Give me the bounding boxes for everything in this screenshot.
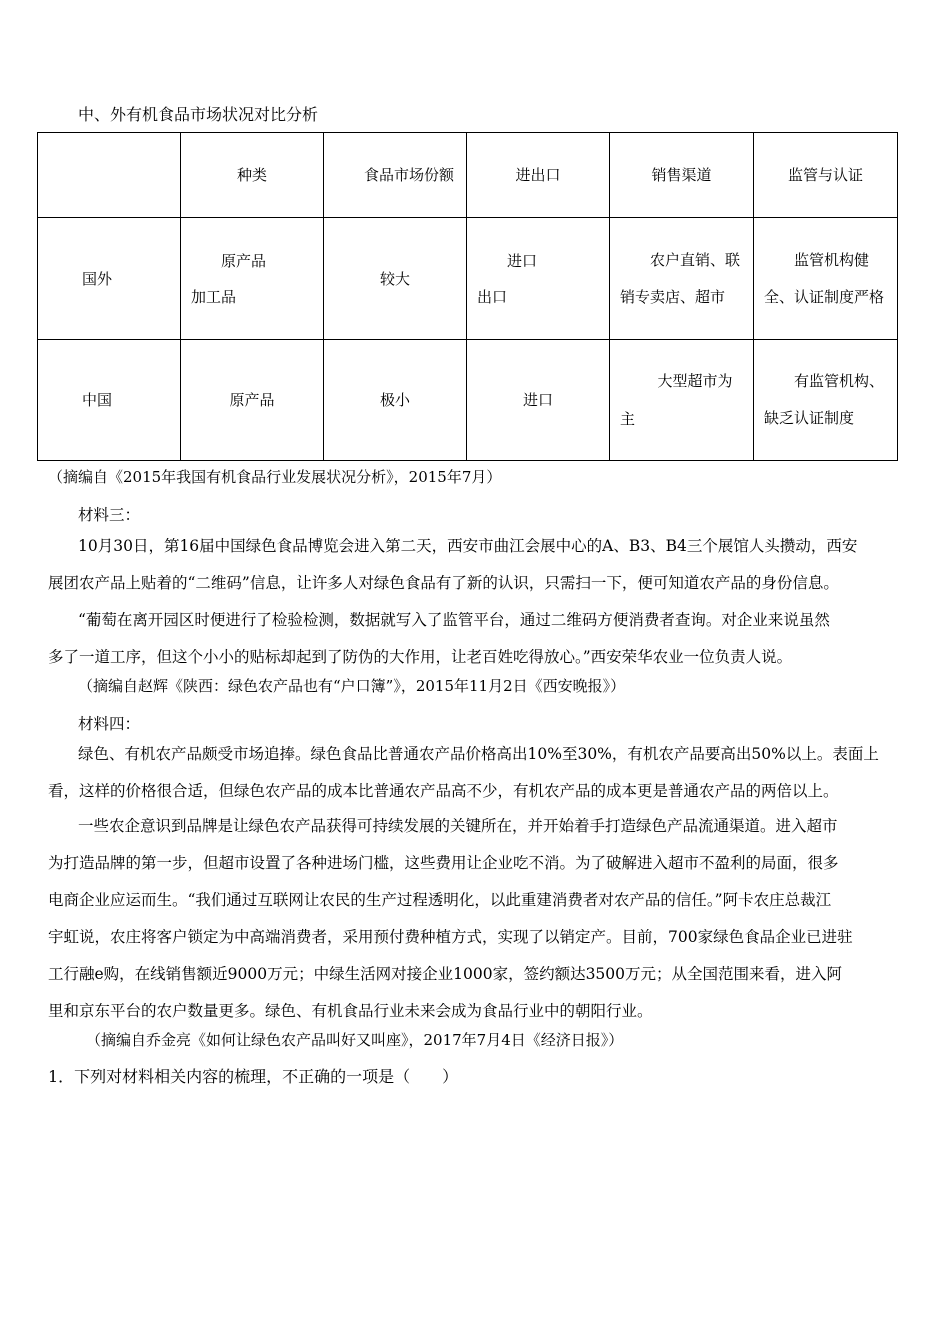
row-share: 极小	[379, 391, 410, 409]
table-title: 中、外有机食品市场状况对比分析	[78, 105, 319, 124]
row-trade-line: 进口	[522, 391, 553, 409]
material4-source: （摘编自乔金亮《如何让绿色农产品叫好又叫座》，2017年7月4日《经济日报》）	[86, 1031, 624, 1049]
header-empty	[38, 133, 181, 218]
material3-label: 材料三：	[78, 506, 141, 524]
header-channel: 销售渠道	[651, 166, 712, 184]
header-trade: 进出口	[515, 166, 561, 184]
paragraph-line: 工行融e购，在线销售额近9000万元；中绿生活网对接企业1000家，签约额达3500万元；从全国范围来看，进入阿	[48, 965, 843, 983]
paragraph-line: 多了一道工序，但这个小小的贴标却起到了防伪的大作用，让老百姓吃得放心。”西安荣华农业一位负责人说。	[48, 648, 793, 666]
header-category: 种类	[236, 166, 267, 184]
paragraph-line: 电商企业应运而生。“我们通过互联网让农民的生产过程透明化，以此重建消费者对农产品的信任。”阿卡农庄总裁江	[48, 891, 832, 909]
paragraph-line: 为打造品牌的第一步，但超市设置了各种进场门槛，这些费用让企业吃不消。为了破解进入超市不盈利的局面，很多	[48, 854, 839, 872]
paragraph-line: 一些农企意识到品牌是让绿色农产品获得可持续发展的关键所在，并开始着手打造绿色产品流通渠道。进入超市	[78, 817, 838, 835]
material3-paragraph-2	[48, 602, 908, 676]
row-channel: 农户直销、联销专卖店、超市	[620, 250, 741, 306]
row-category-line: 原产品	[221, 251, 267, 270]
paragraph-line: 绿色、有机农产品颇受市场追捧。绿色食品比普通农产品价格高出10%至30%，有机农产品要高出50%以上。表面上	[78, 745, 879, 763]
material3-paragraph-1	[48, 528, 908, 602]
paragraph-line: 10月30日，第16届中国绿色食品博览会进入第二天，西安市曲江会展中心的A、B3、B4三个展馆人头攒动，西安	[78, 537, 858, 555]
row-category-line: 原产品	[229, 391, 275, 409]
row-regulation: 有监管机构、缺乏认证制度	[764, 372, 885, 427]
row-region: 国外	[82, 269, 113, 288]
comparison-table	[37, 132, 898, 461]
material3-source: （摘编自赵辉《陕西：绿色农产品也有“户口簿”》，2015年11月2日《西安晚报》）	[78, 677, 626, 695]
material4-paragraph-1	[48, 736, 908, 810]
row-regulation: 监管机构健全、认证制度严格	[764, 250, 885, 306]
table-header-row	[38, 133, 898, 218]
paragraph-line: 里和京东平台的农户数量更多。绿色、有机食品行业未来会成为食品行业中的朝阳行业。	[48, 1002, 653, 1020]
table-source: （摘编自《2015年我国有机食品行业发展状况分析》，2015年7月）	[48, 468, 502, 486]
paragraph-line: 看，这样的价格很合适，但绿色农产品的成本比普通农产品高不少，有机农产品的成本更是普通农产品的两倍以上。	[48, 782, 839, 800]
row-share: 较大	[379, 269, 410, 288]
row-trade-line: 进口	[507, 251, 538, 270]
header-regulation: 监管与认证	[787, 166, 863, 184]
table-row	[38, 218, 898, 340]
paragraph-line: “葡萄在离开园区时便进行了检验检测，数据就写入了监管平台，通过二维码方便消费者查询。对企业来说虽然	[78, 611, 830, 629]
row-channel: 大型超市为主	[620, 372, 733, 428]
header-share: 食品市场份额	[364, 166, 455, 184]
table-row	[38, 340, 898, 461]
material4-label: 材料四：	[78, 715, 141, 733]
paragraph-line: 宇虹说，农庄将客户锁定为中高端消费者，采用预付费种植方式，实现了以销定产。目前，700家绿色食品企业已进驻	[48, 928, 853, 946]
paragraph-line: 展团农产品上贴着的“二维码”信息，让许多人对绿色食品有了新的认识，只需扫一下，便可知道农产品的身份信息。	[48, 574, 839, 592]
row-category-line: 加工品	[191, 287, 237, 306]
question-1: 1．下列对材料相关内容的梳理，不正确的一项是（ ）	[48, 1067, 459, 1086]
material4-paragraph-2	[48, 808, 908, 1030]
row-region: 中国	[82, 391, 113, 409]
row-trade-line: 出口	[477, 287, 508, 306]
